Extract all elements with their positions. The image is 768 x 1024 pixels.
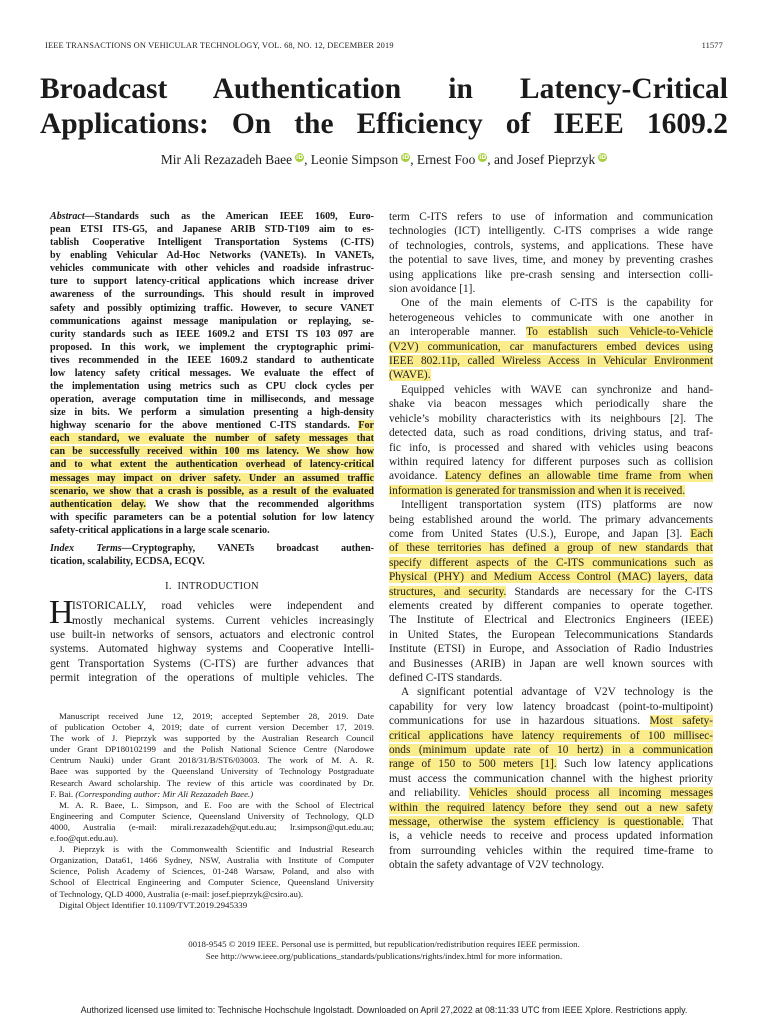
footnote-text: Research Award scholarship. The review of this article was coordinated by Dr. — [50, 777, 374, 788]
text-line — [389, 282, 713, 296]
footnote-text: of Technology, QLD 4000, Australia (e-mail: josef.pieprzyk@csiro.au). — [50, 888, 304, 899]
text-segment: communications against message manipulation or replaying, se- — [50, 315, 374, 327]
author — [417, 152, 487, 168]
text-line — [50, 628, 374, 642]
text-segment: must access the communication channel with the highest priority — [389, 772, 713, 785]
text-line — [389, 469, 713, 483]
section-title-rest: NTRODUCTION — [181, 581, 259, 593]
text-segment: by enabling Vehicular Ad-Hoc Networks (VANETs). In VANETs, — [50, 250, 374, 262]
footnote-text: Digital Object Identifier 10.1109/TVT.2019.2945339 — [59, 899, 248, 910]
abstract-label: Abstract — [50, 211, 85, 222]
text-segment: tives recommended in the IEEE 1609.2 standard to authenticate — [50, 354, 374, 366]
footnote-line — [50, 733, 374, 744]
highlighted-text: Latency defines an allowable time frame from when — [444, 470, 713, 483]
text-line — [50, 657, 374, 671]
text-segment: use built-in networks of sensors, actuators and electronic control — [50, 628, 374, 641]
text-segment: from surrounding vehicles within the required time-frame to — [389, 844, 713, 857]
text-segment: tablish Cooperative Intelligent Transportation Systems (C-ITS) — [50, 237, 374, 249]
text-line — [50, 511, 374, 524]
text-segment: vehicle’s mobility characteristics with its neighbours [2]. The — [389, 412, 713, 425]
text-segment: the implementation using metrics such as CPU clock cycles per — [50, 381, 374, 393]
text-segment: is, a vehicle needs to receive and process updated information — [389, 830, 713, 843]
highlighted-text: each standard, we evaluate the number of safety messages that — [50, 433, 374, 445]
text-line — [389, 829, 713, 843]
highlighted-text: (V2V) communication, car manufacturers embed devices using — [389, 340, 713, 353]
text-line — [389, 224, 713, 238]
highlighted-text: specify different aspects of the C-ITS communications such as — [389, 556, 713, 569]
text-line — [50, 432, 374, 445]
text-line — [389, 239, 713, 253]
highlighted-text: message, otherwise the system efficiency is questionable. — [389, 816, 684, 829]
text-segment: ISTORICALLY, road vehicles were independent and — [72, 600, 374, 613]
text-line — [389, 340, 713, 354]
text-segment: Standards such as the American IEEE 1609, Euro- — [94, 211, 374, 222]
text-segment: awareness of the surroundings. This should result in improved — [50, 289, 374, 301]
footnote-text: Organization, Data61, 1466 Sydney, NSW, Australia with Institute of Computer — [50, 855, 374, 866]
text-segment: highway scenario for the above mentioned C-ITS standards. — [50, 420, 359, 432]
highlighted-text: information is generated for transmission and when it is received. — [389, 484, 686, 497]
highlighted-text: (WAVE). — [389, 369, 431, 382]
text-line — [389, 484, 713, 498]
text-segment: communications for use in hazardous situations. — [389, 715, 650, 728]
text-line — [389, 311, 713, 325]
footnote-text: e.foo@qut.edu.au). — [50, 833, 119, 844]
footnote-text: Engineering and Computer Science, Queensland University of Technology, QLD — [50, 810, 374, 821]
author-list — [0, 152, 768, 168]
text-segment: come from United States (U.S.), Europe, and Japan [3]. — [389, 527, 691, 540]
highlighted-text: To establish such Vehicle-to-Vehicle — [526, 326, 713, 339]
running-head — [45, 41, 723, 50]
text-segment: term C-ITS refers to use of information and communication — [389, 211, 713, 223]
text-segment: shake via beacon messages which periodically share the — [389, 398, 713, 411]
text-line — [389, 498, 713, 512]
index-terms — [50, 542, 374, 568]
text-segment: of technologies, controls, systems, and applications. These have — [389, 239, 713, 252]
text-segment: proposed. In this work, we implement the cryptographic primi- — [50, 341, 374, 353]
highlighted-text: onds (minimum update rate of 10 hertz) in a communication — [389, 744, 713, 757]
text-line — [50, 419, 374, 432]
text-line — [389, 844, 713, 858]
section-number: I. — [165, 581, 172, 593]
footnote-line — [50, 789, 374, 800]
text-line — [389, 426, 713, 440]
text-segment: Standards are necessary for the C-ITS — [506, 585, 713, 598]
text-line — [389, 585, 713, 599]
text-line — [50, 642, 374, 656]
text-segment: low latency safety critical messages. We evaluate the effect of — [50, 367, 374, 379]
text-segment: technologies (ICT) intelligently. C-ITS comprises a wide range — [389, 225, 713, 238]
text-segment: That — [683, 816, 713, 829]
text-line — [50, 315, 374, 328]
copyright-line[interactable]: See http://www.ieee.org/publications_standards/publications/rights/index.html for more information. — [205, 950, 563, 961]
text-line — [50, 671, 374, 685]
author-separator: , — [304, 152, 311, 167]
text-segment: avoidance. — [389, 470, 445, 483]
highlighted-text: structures, and security. — [389, 585, 507, 598]
text-segment: A significant potential advantage of V2V technology is the — [401, 686, 713, 699]
text-line — [389, 786, 713, 800]
author-name: Ernest Foo — [416, 152, 476, 167]
text-segment: tication, scalability, ECDSA, ECQV. — [50, 556, 205, 568]
footnote-text: under Grant DP180102199 and the Polish National Science Centre (Narodowe — [50, 744, 374, 755]
highlighted-text: Vehicles should process all incoming messages — [469, 787, 713, 800]
highlighted-text: scenario, we show that a crash is possible, as a result of the evaluated — [50, 485, 374, 497]
label-dash: — — [121, 542, 132, 554]
journal-name: IEEE TRANSACTIONS ON VEHICULAR TECHNOLOGY, VOL. 68, NO. 12, DECEMBER 2019 — [45, 41, 394, 50]
text-line — [50, 275, 374, 288]
text-line — [389, 743, 713, 757]
footnote-line — [50, 778, 374, 789]
section-title-initial: I — [177, 581, 182, 593]
highlighted-text: range of 150 to 500 meters [1]. — [389, 758, 557, 771]
highlighted-text: authentication delay. — [50, 498, 146, 510]
highlighted-text: within the required latency before they send out a new safety — [389, 801, 713, 814]
text-line — [389, 599, 713, 613]
text-line — [389, 253, 713, 267]
footnote-text: Baee was supported by the Queensland University of Technology Postgraduate — [50, 766, 374, 777]
text-line — [389, 325, 713, 339]
text-line — [389, 455, 713, 469]
text-segment: We show that the recommended algorithms — [145, 498, 374, 510]
footnote-line — [50, 811, 374, 822]
text-line — [50, 328, 374, 341]
footnote-text: M. A. R. Baee, L. Simpson, and E. Foo are with the School of Electrical — [59, 799, 374, 810]
footnote-line — [50, 722, 374, 733]
intro-paragraph — [49, 594, 374, 685]
text-line — [389, 397, 713, 411]
highlighted-text: For — [358, 420, 374, 432]
text-segment: Institute (ETSI) in Europe, and Association of Radio Industries — [389, 643, 713, 656]
author-name: Leonie Simpson — [310, 152, 399, 167]
text-segment: curity standards such as IEEE 1609.2 and ETSI TS 103 097 are — [50, 328, 374, 340]
text-segment: elements created by different companies to operate together. — [389, 599, 713, 612]
text-line — [50, 393, 374, 406]
text-line — [50, 498, 374, 511]
text-line — [389, 368, 713, 382]
text-segment: The Institute of Electrical and Electronics Engineers (IEEE) — [389, 614, 713, 627]
text-line — [50, 288, 374, 301]
footnote-line — [50, 755, 374, 766]
text-line — [389, 210, 713, 224]
text-line — [389, 354, 713, 368]
page-number: 11577 — [701, 41, 723, 50]
text-segment: size in bits. We perform a simulation presenting a high-density — [50, 407, 374, 419]
text-line — [389, 527, 713, 541]
text-segment: using applications like pre-crash sensing and intersection colli- — [389, 268, 713, 281]
footnote-line — [50, 800, 374, 811]
left-column — [50, 210, 374, 686]
text-segment: fic info, is processed and shared with vehicles using beacons — [389, 441, 713, 454]
footnote-text: The work of J. Pieprzyk was supported by the Australian Research Council — [50, 733, 374, 744]
text-segment: obtain the safety advantage of V2V technology. — [389, 859, 604, 872]
text-segment: One of the main elements of C-ITS is the capability for — [401, 297, 713, 310]
footnote-text: Manuscript received June 12, 2019; accepted September 28, 2019. Date — [59, 711, 374, 721]
label-dash: — — [84, 211, 95, 222]
text-line — [389, 772, 713, 786]
text-segment: the potential to save lives, time, and money by preventing crashes — [389, 254, 713, 267]
text-line — [50, 458, 374, 471]
text-line — [389, 556, 713, 570]
author-name: Mir Ali Rezazadeh Baee — [160, 152, 293, 167]
footnote-line — [50, 711, 374, 722]
footnote-line — [50, 900, 374, 911]
highlighted-text: messages may impact on driver safety. Under an assumed traffic — [50, 472, 374, 484]
text-segment: within required latency for different purposes such as collision — [389, 455, 713, 468]
text-line — [389, 685, 713, 699]
footnote-text: Science, Polish Academy of Sciences, 01-248 Warsaw, Poland, and also with — [50, 866, 374, 877]
text-line — [389, 296, 713, 310]
text-segment: ture to support latency-critical applications which increase driver — [50, 276, 374, 288]
author-separator: , and — [487, 152, 517, 167]
author-separator: , — [410, 152, 417, 167]
text-line — [50, 524, 374, 537]
author — [517, 152, 607, 168]
text-line — [389, 642, 713, 656]
text-line — [50, 236, 374, 249]
text-segment: in United States, the European Telecommunications Standards — [389, 628, 713, 641]
text-segment: defined C-ITS standards. — [389, 672, 503, 684]
text-line — [389, 801, 713, 815]
footnote-text: School of Electrical Engineering and Computer Science, Queensland University — [50, 877, 374, 888]
highlighted-text: IEEE 802.11p, called Wireless Access in Vehicular Environment — [389, 355, 713, 368]
footnote-line — [50, 744, 374, 755]
text-line — [389, 613, 713, 627]
text-line — [389, 757, 713, 771]
highlighted-text: Physical (PHY) and Medium Access Control (MAC) layers, data — [389, 571, 713, 584]
text-segment: with specific parameters can be a potential solution for low latency — [50, 511, 374, 523]
text-segment: detected data, such as road conditions, driving status, and traf- — [389, 427, 713, 440]
right-column — [389, 210, 713, 873]
text-segment: safety and possibly optimizing traffic. However, to secure VANET — [50, 302, 374, 314]
footnote-line — [50, 844, 374, 855]
footnote-line — [50, 866, 374, 877]
drop-cap: H — [49, 594, 74, 632]
text-segment: gent Transportation Systems (C-ITS) are further advances that — [50, 657, 374, 670]
index-terms-label: Index Terms — [50, 542, 122, 554]
text-line — [389, 657, 713, 671]
copyright-line: 0018-9545 © 2019 IEEE. Personal use is permitted, but republication/redistribution requires IEEE permission. — [188, 939, 580, 949]
text-segment: Intelligent transportation system (ITS) platforms are now — [401, 499, 713, 512]
footnote-line — [50, 855, 374, 866]
text-segment: safety-critical applications in a large scale scenario. — [50, 524, 270, 536]
orcid-icon[interactable]: iD — [599, 153, 607, 161]
footnote-text: J. Pieprzyk is with the Commonwealth Scientific and Industrial Research — [59, 844, 374, 855]
title-line: Applications: On the Efficiency of IEEE 1609.2 — [40, 108, 728, 140]
text-segment: mostly mechanical systems. Current vehicles increasingly — [72, 614, 374, 627]
text-line — [50, 599, 374, 613]
text-line — [50, 542, 374, 555]
footnotes — [50, 711, 374, 911]
text-line — [50, 367, 374, 380]
text-line — [50, 445, 374, 458]
footnote-text: F. Bai. — [50, 788, 76, 799]
text-line — [50, 472, 374, 485]
corresponding-author: (Corresponding author: Mir Ali Rezazadeh Baee.) — [75, 788, 254, 799]
highlighted-text: of these territories has defined a group of new standards that — [389, 542, 713, 555]
text-line — [389, 815, 713, 829]
text-line — [389, 570, 713, 584]
text-segment: sion avoidance [1]. — [389, 283, 476, 296]
text-line — [389, 628, 713, 642]
text-segment: and Businesses (ARIB) in Japan are well known sources with — [389, 657, 713, 670]
text-segment: vehicles communicate with other vehicles and roadside infrastruc- — [50, 263, 374, 275]
title-line: Broadcast Authentication in Latency-Critical — [40, 73, 728, 105]
text-line — [50, 249, 374, 262]
text-line — [389, 513, 713, 527]
text-line — [389, 714, 713, 728]
text-line — [50, 302, 374, 315]
text-line — [389, 858, 713, 872]
highlighted-text: critical applications have latency requirements of 100 millisec- — [389, 729, 713, 742]
text-segment: capability for very low latency broadcast (point-to-multipoint) — [389, 700, 713, 713]
text-segment: systems. Automated highway systems and Cooperative Intelli- — [50, 643, 374, 656]
footnote-line — [50, 766, 374, 777]
text-segment: and reliability. — [389, 787, 470, 800]
text-line — [50, 262, 374, 275]
text-line — [50, 485, 374, 498]
footnote-text: of publication October 4, 2019; date of current version December 17, 2019. — [50, 722, 374, 733]
author — [161, 152, 304, 168]
text-line — [389, 412, 713, 426]
highlighted-text: Most safety- — [649, 715, 713, 728]
footnote-line — [50, 833, 374, 844]
abstract — [50, 210, 374, 537]
orcid-icon[interactable]: iD — [479, 153, 487, 161]
text-line — [389, 541, 713, 555]
footnote-line — [50, 889, 374, 900]
text-line — [50, 555, 374, 568]
intro-lines — [49, 594, 374, 685]
author-name: Josef Pieprzyk — [516, 152, 596, 167]
highlighted-text: and to what extent the authentication overhead of latency-critical — [50, 459, 374, 471]
text-line — [50, 223, 374, 236]
text-line — [389, 268, 713, 282]
text-line — [50, 341, 374, 354]
text-line — [389, 671, 713, 685]
text-segment: permit integration of the operations of multiple vehicles. The — [50, 672, 374, 685]
authorized-use-notice: Authorized licensed use limited to: Technische Hochschule Ingolstadt. Downloaded on April 27,2022 at 08:11:33 UTC from IEEE Xplore. Restrictions apply. — [80, 1005, 688, 1015]
footnote-text: Centrum Nauki) under Grant 2018/31/B/ST6/03003. The work of M. A. R. — [50, 755, 374, 766]
text-segment: pean ETSI ITS-G5, and Japanese ARIB STD-T109 aim to es- — [50, 224, 374, 236]
highlighted-text: can be successfully received within 100 ms latency. We show how — [50, 446, 374, 458]
text-line — [389, 700, 713, 714]
text-segment: operation, average computation time in milliseconds, and message — [50, 394, 374, 406]
author — [311, 152, 410, 168]
footnote-line — [50, 822, 374, 833]
text-segment: an interoperable manner. — [389, 326, 527, 339]
text-line — [50, 210, 374, 223]
text-line — [50, 406, 374, 419]
footnote-line — [50, 877, 374, 888]
copyright-notice — [0, 939, 768, 962]
text-line — [389, 441, 713, 455]
text-segment: being established around the world. The primary advancements — [389, 513, 713, 526]
section-heading — [50, 581, 374, 592]
orcid-icon[interactable]: iD — [296, 153, 304, 161]
text-line — [50, 614, 374, 628]
paper-title — [40, 72, 728, 142]
footnote-text: 4000, Australia (e-mail: mirali.rezazadeh@qut.edu.au; lr.simpson@qut.edu.au; — [50, 821, 374, 832]
text-line — [50, 354, 374, 367]
text-line — [389, 383, 713, 397]
text-line — [50, 380, 374, 393]
text-segment: Cryptography, VANETs broadcast authen- — [131, 542, 374, 554]
highlighted-text: Each — [690, 527, 713, 540]
text-segment: heterogeneous vehicles to communicate with one another in — [389, 311, 713, 324]
text-line — [389, 729, 713, 743]
text-segment: Such low latency applications — [556, 758, 713, 771]
text-segment: Equipped vehicles with WAVE can synchronize and hand- — [401, 383, 713, 396]
orcid-icon[interactable]: iD — [402, 153, 410, 161]
